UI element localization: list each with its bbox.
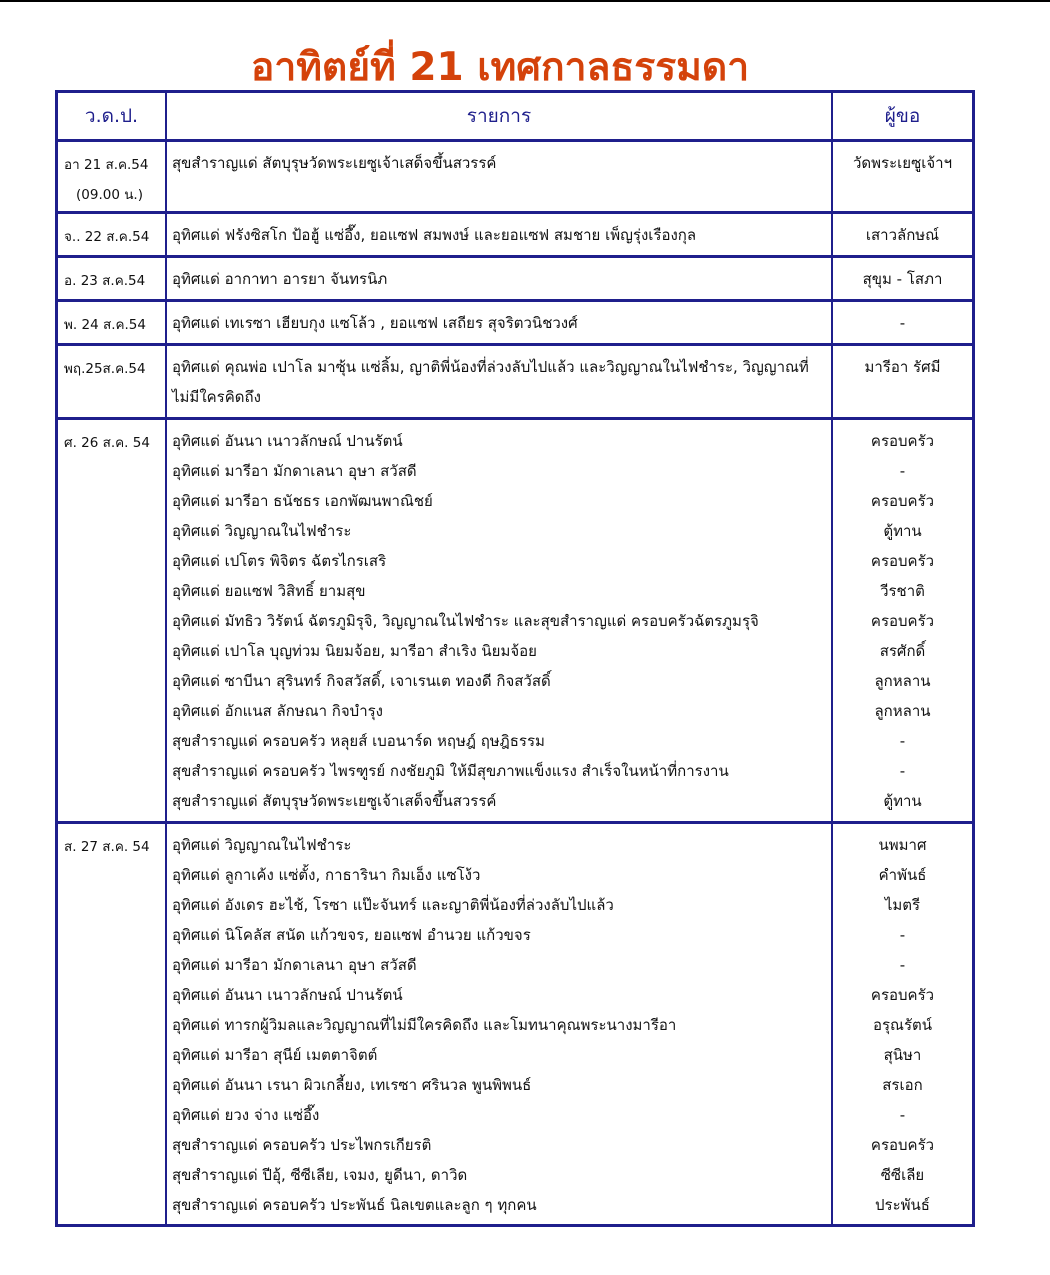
intention-text: สุขสำราญแด่ สัตบุรุษวัดพระเยซูเจ้าเสด็จขึ้นสวรรค์ <box>172 154 497 172</box>
date-text: อ. 23 ส.ค.54 <box>64 273 146 289</box>
requester-text: นพมาศ <box>878 836 927 854</box>
intention-text: อุทิศแด่ เปโตร พิจิตร ฉัตรไกรเสริ <box>172 552 387 570</box>
top-rule <box>0 0 1050 2</box>
requester-text: สรศักดิ์ <box>879 642 926 660</box>
intention-text: สุขสำราญแด่ ครอบครัว หลุยส์ เบอนาร์ด หฤษฎ์ ฤษฎิธรรม <box>172 732 545 750</box>
header-row <box>55 90 975 142</box>
requester-text: ประพันธ์ <box>875 1196 930 1214</box>
requester-text: ครอบครัว <box>870 432 935 450</box>
requester-text: - <box>899 462 906 480</box>
intention-text: อุทิศแด่ อันนา เนาวลักษณ์ ปานรัตน์ <box>172 986 403 1004</box>
requester-text: ลูกหลาน <box>874 672 931 690</box>
intention-text: อุทิศแด่ อันนา เรนา ผิวเกลี้ยง, เทเรซา ศรินวล พูนพิพนธ์ <box>172 1076 532 1094</box>
intention-text: อุทิศแด่ อากาทา อารยา จันทรนิภ <box>172 270 388 288</box>
item-cell <box>167 824 833 1227</box>
schedule-row <box>55 142 975 214</box>
requester-text: สุขุม - โสภา <box>862 270 943 288</box>
intention-text: อุทิศแด่ มารีอา มักดาเลนา อุษา สวัสดี <box>172 956 417 974</box>
date-cell <box>55 302 167 346</box>
date-column-header: ว.ด.ป. <box>55 90 167 142</box>
item-cell <box>167 142 833 214</box>
requester-text: ไมตรี <box>884 896 921 914</box>
date-text: พ. 24 ส.ค.54 <box>64 317 146 333</box>
date-text: จ.. 22 ส.ค.54 <box>64 229 150 245</box>
item-cell <box>167 214 833 258</box>
requester-cell <box>833 824 975 1227</box>
requester-text: - <box>899 926 906 944</box>
intention-text: อุทิศแด่ นิโคลัส สนัด แก้วขจร, ยอแซฟ อำนวย แก้วขจร <box>172 926 531 944</box>
item-cell <box>167 420 833 824</box>
date-text: พฤ.25ส.ค.54 <box>64 361 146 377</box>
requester-text: ครอบครัว <box>870 552 935 570</box>
requester-cell <box>833 258 975 302</box>
date-cell <box>55 824 167 1227</box>
requester-text: ซีซีเลีย <box>880 1166 925 1184</box>
item-cell <box>167 302 833 346</box>
intention-text: อุทิศแด่ เปาโล บุญท่วม นิยมจ้อย, มารีอา สำเริง นิยมจ้อย <box>172 642 537 660</box>
intention-text: อุทิศแด่ มารีอา สุนีย์ เมตตาจิตต์ <box>172 1046 378 1064</box>
date-text: อา 21 ส.ค.54 <box>64 157 149 173</box>
requester-cell <box>833 420 975 824</box>
requester-text: ตู้ทาน <box>883 792 922 810</box>
item-cell <box>167 258 833 302</box>
date-cell <box>55 142 167 214</box>
requester-cell <box>833 142 975 214</box>
intention-text: อุทิศแด่ อักแนส ลักษณา กิจบำรุง <box>172 702 383 720</box>
page-title: อาทิตย์ที่ 21 เทศกาลธรรมดา <box>250 45 750 90</box>
intention-text: สุขสำราญแด่ ปีอุ้, ซีซีเลีย, เจมง, ยูดีนา, ดาวิด <box>172 1166 468 1184</box>
requester-cell <box>833 346 975 420</box>
date-text: ศ. 26 ส.ค. 54 <box>64 435 150 451</box>
intention-text: สุขสำราญแด่ ครอบครัว ประพันธ์ นิลเขตและลูก ๆ ทุกคน <box>172 1196 537 1214</box>
requester-column-header: ผู้ขอ <box>833 90 975 142</box>
requester-text: เสาวลักษณ์ <box>865 226 940 244</box>
requester-text: ลูกหลาน <box>874 702 931 720</box>
requester-cell <box>833 214 975 258</box>
intention-text: อุทิศแด่ อันนา เนาวลักษณ์ ปานรัตน์ <box>172 432 403 450</box>
requester-text: ครอบครัว <box>870 492 935 510</box>
schedule-row <box>55 258 975 302</box>
intention-text: อุทิศแด่ ยวง จ่าง แซ่อึ๊ง <box>172 1106 320 1124</box>
requester-text: อรุณรัตน์ <box>872 1016 933 1034</box>
requester-text: คำพันธ์ <box>878 866 927 884</box>
requester-text: - <box>899 956 906 974</box>
schedule-row <box>55 346 975 420</box>
intention-text: อุทิศแด่ มารีอา มักดาเลนา อุษา สวัสดี <box>172 462 417 480</box>
intention-text: อุทิศแด่ ฟรังซิสโก ป้อฮู้ แซ่อึ๊ง, ยอแซฟ สมพงษ์ และยอแซฟ สมชาย เพ็ญรุ่งเรืองกุล <box>172 226 697 244</box>
schedule-row <box>55 824 975 1227</box>
requester-text: มารีอา รัศมี <box>864 358 941 376</box>
requester-text: วีรชาติ <box>880 582 925 600</box>
item-cell <box>167 346 833 420</box>
requester-text: ตู้ทาน <box>883 522 922 540</box>
intention-text: อุทิศแด่ วิญญาณในไฟชำระ <box>172 522 352 540</box>
date-time-text: (09.00 น.) <box>76 187 143 203</box>
intention-text: อุทิศแด่ อังเดร ฮะไช้, โรซา แป๊ะจันทร์ และญาติพี่น้องที่ล่วงลับไปแล้ว <box>172 896 614 914</box>
date-cell <box>55 214 167 258</box>
date-cell <box>55 258 167 302</box>
requester-text: สุนิษา <box>883 1046 922 1064</box>
intention-text: อุทิศแด่ ทารกผู้วิมลและวิญญาณที่ไม่มีใครคิดถึง และโมทนาคุณพระนางมารีอา <box>172 1016 677 1034</box>
requester-text: - <box>899 1106 906 1124</box>
requester-text: วัดพระเยซูเจ้าฯ <box>852 154 953 172</box>
requester-text: - <box>899 762 906 780</box>
intention-text: อุทิศแด่ ยอแซฟ วิสิทธิ์ ยามสุข <box>172 582 366 600</box>
intention-text: สุขสำราญแด่ ครอบครัว ประไพกรเกียรติ <box>172 1136 432 1154</box>
date-text: ส. 27 ส.ค. 54 <box>64 839 150 855</box>
intention-text: อุทิศแด่ เทเรซา เฮียบกุง แซโล้ว , ยอแซฟ เสถียร สุจริตวนิชวงศ์ <box>172 314 578 332</box>
requester-text: ครอบครัว <box>870 986 935 1004</box>
requester-cell <box>833 302 975 346</box>
requester-text: - <box>899 314 906 332</box>
intention-text: อุทิศแด่ มัทธิว วิรัตน์ ฉัตรภูมิรุจิ, วิญญาณในไฟชำระ และสุขสำราญแด่ ครอบครัวฉัตรภูมรุจิ <box>172 612 759 630</box>
intentions-table <box>55 90 975 1227</box>
date-cell <box>55 346 167 420</box>
item-column-header: รายการ <box>167 90 833 142</box>
intention-text: อุทิศแด่ ลูกาเค้ง แซ่ตั้ง, กาธารินา กิมเอ็ง แซโง้ว <box>172 866 481 884</box>
requester-text: ครอบครัว <box>870 1136 935 1154</box>
requester-text: สรเอก <box>882 1076 923 1094</box>
schedule-row <box>55 214 975 258</box>
intention-text: สุขสำราญแด่ ครอบครัว ไพรฑูรย์ กงชัยภูมิ ให้มีสุขภาพแข็งแรง สำเร็จในหน้าที่การงาน <box>172 762 729 780</box>
intention-text: อุทิศแด่ วิญญาณในไฟชำระ <box>172 836 352 854</box>
requester-text: ครอบครัว <box>870 612 935 630</box>
intention-text: อุทิศแด่ มารีอา ธนัชธร เอกพัฒนพาณิชย์ <box>172 492 433 510</box>
requester-text: - <box>899 732 906 750</box>
intention-text: สุขสำราญแด่ สัตบุรุษวัดพระเยซูเจ้าเสด็จขึ้นสวรรค์ <box>172 792 497 810</box>
schedule-row <box>55 302 975 346</box>
intention-text: อุทิศแด่ ซาบีนา สุรินทร์ กิจสวัสดิ์, เจาเรนเต ทองดี กิจสวัสดิ์ <box>172 672 551 690</box>
intention-text: อุทิศแด่ คุณพ่อ เปาโล มาซุ้น แซ่ลิ้ม, ญาติพี่น้องที่ล่วงลับไปแล้ว และวิญญาณในไฟชำระ, วิญญาณที่ไม่มีใครคิดถึง <box>172 358 809 406</box>
date-cell <box>55 420 167 824</box>
schedule-row <box>55 420 975 824</box>
